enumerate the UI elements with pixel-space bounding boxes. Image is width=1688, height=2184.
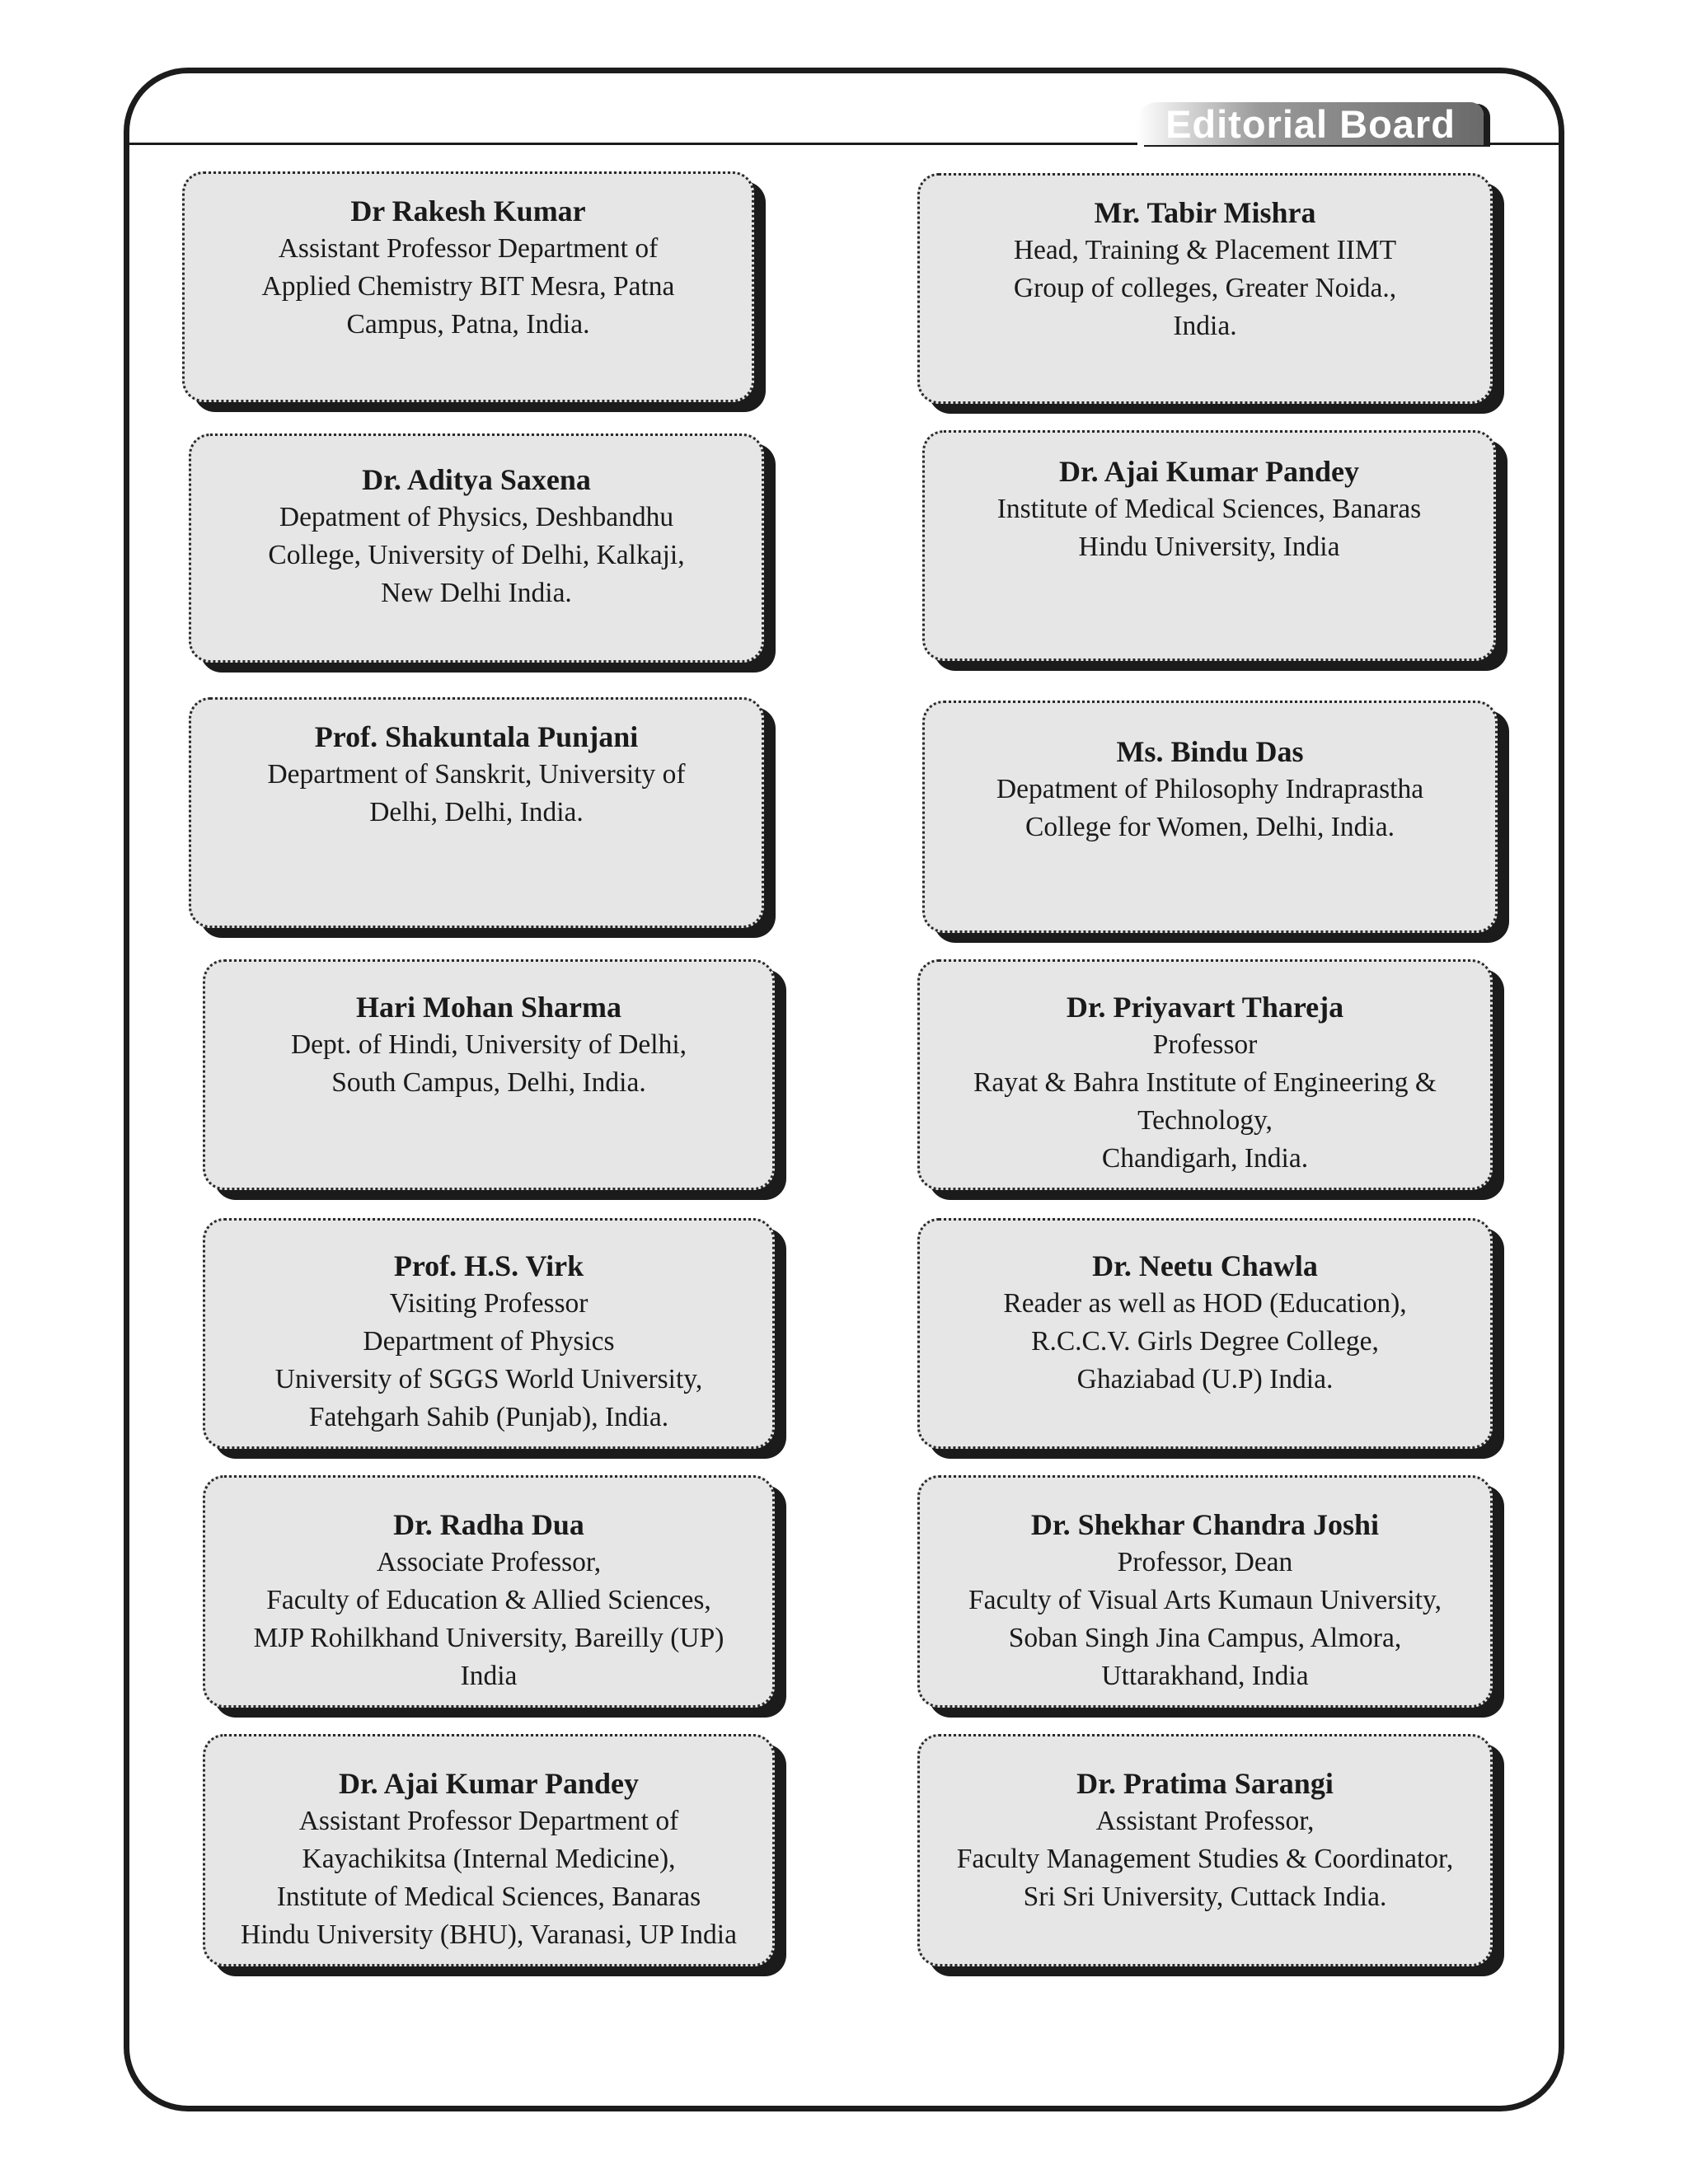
member-card	[917, 1475, 1493, 1708]
member-detail: Kayachikitsa (Internal Medicine),	[302, 1844, 676, 1874]
member-card	[917, 1734, 1493, 1966]
member-detail: South Campus, Delhi, India.	[331, 1067, 646, 1098]
member-name: Prof. Shakuntala Punjani	[314, 720, 639, 753]
member-detail: Faculty Management Studies & Coordinator,	[956, 1844, 1454, 1874]
member-detail: Head, Training & Placement IIMT	[1013, 235, 1397, 265]
member-detail: Campus, Patna, India.	[346, 309, 590, 340]
member-card	[917, 1218, 1493, 1449]
member-name: Dr. Aditya Saxena	[362, 463, 591, 496]
member-detail: Depatment of Philosophy Indraprastha	[996, 774, 1424, 804]
member-detail: Department of Sanskrit, University of	[267, 759, 686, 790]
member-card	[182, 171, 754, 402]
member-detail: Chandigarh, India.	[1101, 1143, 1309, 1174]
member-name: Dr. Priyavart Thareja	[1066, 991, 1344, 1024]
member-detail: Sri Sri University, Cuttack India.	[1023, 1882, 1387, 1912]
member-detail: Professor, Dean	[1117, 1547, 1293, 1577]
member-detail: Group of colleges, Greater Noida.,	[1013, 273, 1397, 303]
member-detail: Soban Singh Jina Campus, Almora,	[1008, 1623, 1402, 1653]
member-detail: Hindu University, India	[1078, 532, 1340, 562]
member-card	[203, 959, 775, 1190]
member-detail: Associate Professor,	[376, 1547, 602, 1577]
member-card	[922, 430, 1496, 661]
member-detail: College for Women, Delhi, India.	[1025, 812, 1395, 842]
member-detail: Delhi, Delhi, India.	[369, 797, 584, 827]
member-detail: Institute of Medical Sciences, Banaras	[276, 1882, 701, 1912]
member-detail: R.C.C.V. Girls Degree College,	[1031, 1326, 1379, 1357]
member-name: Dr. Shekhar Chandra Joshi	[1030, 1508, 1380, 1541]
member-name: Dr. Ajai Kumar Pandey	[338, 1767, 640, 1800]
member-detail: Department of Physics	[363, 1326, 615, 1357]
member-detail: Assistant Professor,	[1095, 1806, 1315, 1836]
section-title-badge	[1137, 102, 1484, 145]
member-detail: College, University of Delhi, Kalkaji,	[268, 540, 685, 570]
member-card	[203, 1475, 775, 1708]
member-detail: Hindu University (BHU), Varanasi, UP India	[241, 1919, 737, 1950]
member-detail: Professor	[1152, 1029, 1258, 1060]
member-card	[189, 697, 764, 928]
member-detail: Depatment of Physics, Deshbandhu	[279, 502, 674, 532]
member-detail: Applied Chemistry BIT Mesra, Patna	[261, 271, 675, 302]
member-detail: Assistant Professor Department of	[298, 1806, 679, 1836]
member-card	[203, 1734, 775, 1966]
member-detail: Ghaziabad (U.P) India.	[1076, 1364, 1334, 1394]
member-card	[203, 1218, 775, 1449]
member-detail: University of SGGS World University,	[274, 1364, 703, 1394]
member-name: Dr. Ajai Kumar Pandey	[1058, 455, 1360, 488]
member-name: Prof. H.S. Virk	[393, 1249, 584, 1282]
member-name: Hari Mohan Sharma	[355, 991, 621, 1024]
member-detail: Faculty of Visual Arts Kumaun University,	[968, 1585, 1442, 1615]
member-name: Mr. Tabir Mishra	[1094, 196, 1316, 229]
member-detail: India.	[1173, 311, 1237, 341]
member-detail: Faculty of Education & Allied Sciences,	[266, 1585, 711, 1615]
member-detail: Uttarakhand, India	[1101, 1661, 1309, 1691]
member-card	[917, 959, 1493, 1190]
member-detail: New Delhi India.	[381, 578, 572, 608]
member-name: Dr. Pratima Sarangi	[1076, 1767, 1334, 1800]
member-name: Dr. Radha Dua	[393, 1508, 584, 1541]
member-detail: India	[460, 1661, 518, 1691]
member-detail: Institute of Medical Sciences, Banaras	[996, 494, 1422, 524]
member-detail: MJP Rohilkhand University, Bareilly (UP)	[253, 1623, 724, 1653]
member-name: Dr. Neetu Chawla	[1092, 1249, 1318, 1282]
member-card	[189, 434, 764, 663]
member-detail: Reader as well as HOD (Education),	[1003, 1288, 1407, 1319]
member-detail: Visiting Professor	[389, 1288, 588, 1319]
member-detail: Assistant Professor Department of	[278, 233, 659, 264]
member-detail: Technology,	[1137, 1105, 1273, 1136]
member-detail: Dept. of Hindi, University of Delhi,	[290, 1029, 687, 1060]
member-card	[922, 701, 1498, 933]
member-detail: Rayat & Bahra Institute of Engineering &	[973, 1067, 1437, 1098]
section-title: Editorial Board	[1165, 101, 1456, 146]
member-name: Dr Rakesh Kumar	[350, 194, 586, 227]
member-detail: Fatehgarh Sahib (Punjab), India.	[308, 1402, 669, 1432]
member-card	[917, 173, 1493, 404]
member-name: Ms. Bindu Das	[1116, 735, 1304, 768]
